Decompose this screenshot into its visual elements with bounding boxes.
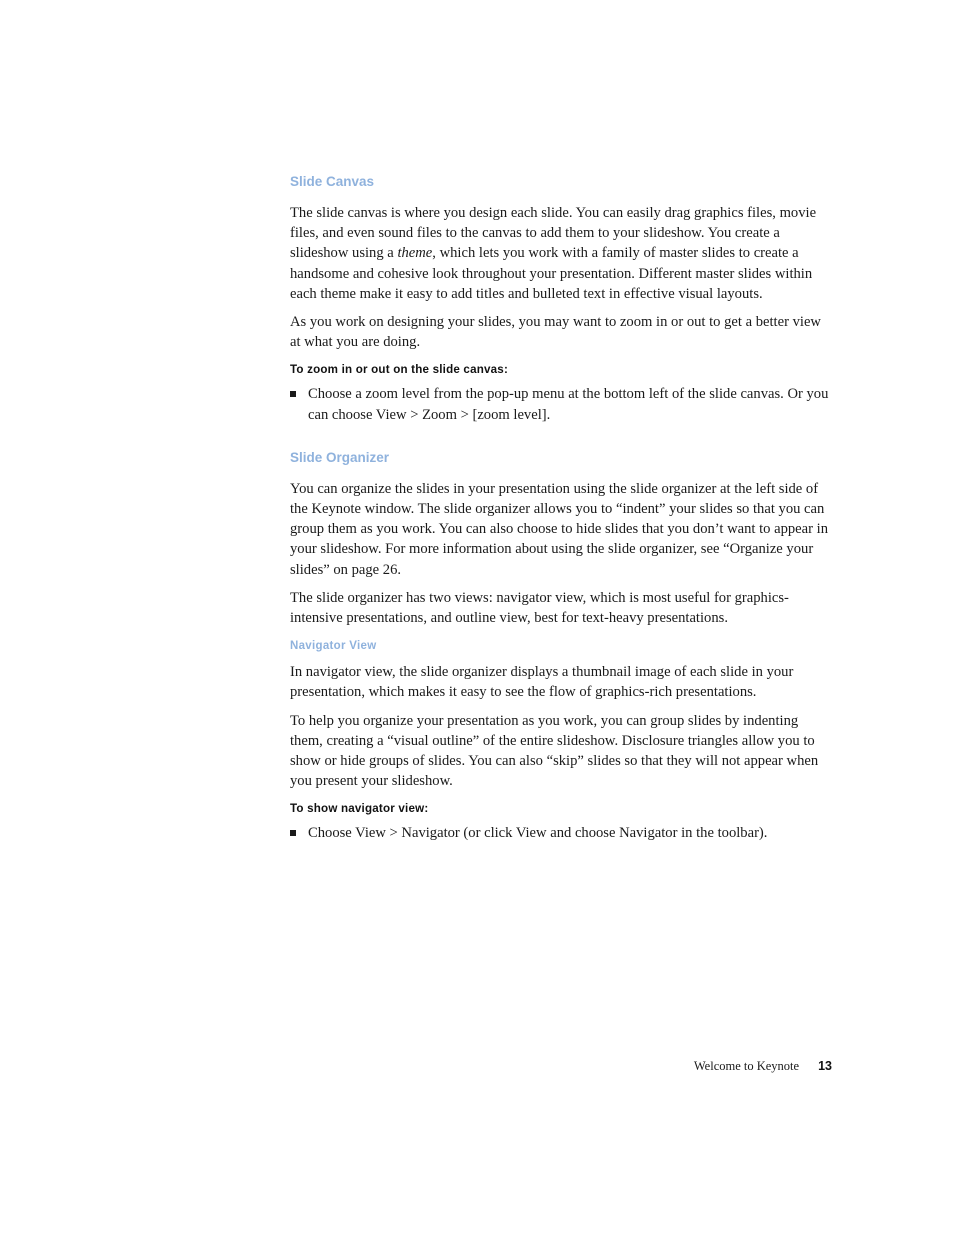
paragraph-text: , which lets you work with a family of master slides to create a handsome and cohesive look throughout your presentation. Different master slides within each theme make it easy to add titles and bulleted text in effective visual layouts.	[290, 245, 813, 302]
square-bullet-icon	[290, 391, 296, 397]
paragraph: In navigator view, the slide organizer displays a thumbnail image of each slide in your presentation, which makes it easy to see the flow of graphics-rich presentations.	[290, 664, 794, 701]
bullet-text: Choose View > Navigator (or click View and choose Navigator in the toolbar).	[308, 825, 768, 842]
page-footer	[694, 1059, 832, 1074]
paragraph	[290, 203, 832, 304]
task-heading-navigator: To show navigator view:	[290, 802, 429, 816]
paragraph: To help you organize your presentation as you work, you can group slides by indenting them, creating a “visual outline” of the entire slideshow. Disclosure triangles allow you to show or hide groups of slides. You can also “skip” slides so that they will not appear when you present your slideshow.	[290, 712, 819, 790]
footer-title: Welcome to Keynote	[693, 1059, 800, 1073]
paragraph-text: The slide canvas is where you design each slide. You can easily drag graphics files, movie files, and even sound files to the canvas to add them to your slideshow. You create a slideshow using a	[290, 205, 817, 262]
page-number: 13	[818, 1059, 832, 1073]
bullet-text: Choose a zoom level from the pop-up menu at the bottom left of the slide canvas. Or you can choose View > Zoom > [zoom level].	[308, 386, 829, 423]
paragraph: As you work on designing your slides, you may want to zoom in or out to get a better view at what you are doing.	[290, 314, 821, 351]
paragraph: You can organize the slides in your presentation using the slide organizer at the left side of the Keynote window. The slide organizer allows you to “indent” your slides so that you can group them as you work. You can also choose to hide slides that you don’t want to appear in your slideshow. For more information about using the slide organizer, see “Organize your slides” on page 26.	[290, 480, 828, 578]
emphasis-theme: theme	[397, 245, 433, 262]
task-heading-zoom: To zoom in or out on the slide canvas:	[290, 363, 509, 377]
content-column	[290, 172, 832, 852]
paragraph: The slide organizer has two views: navigator view, which is most useful for graphics-intensive presentations, and outline view, best for text-heavy presentations.	[290, 589, 789, 627]
square-bullet-icon	[290, 830, 296, 836]
heading-navigator-view: Navigator View	[290, 640, 377, 653]
bullet-item	[290, 823, 832, 843]
heading-slide-canvas: Slide Canvas	[290, 174, 375, 189]
heading-slide-organizer: Slide Organizer	[290, 449, 390, 465]
bullet-item	[290, 384, 832, 424]
